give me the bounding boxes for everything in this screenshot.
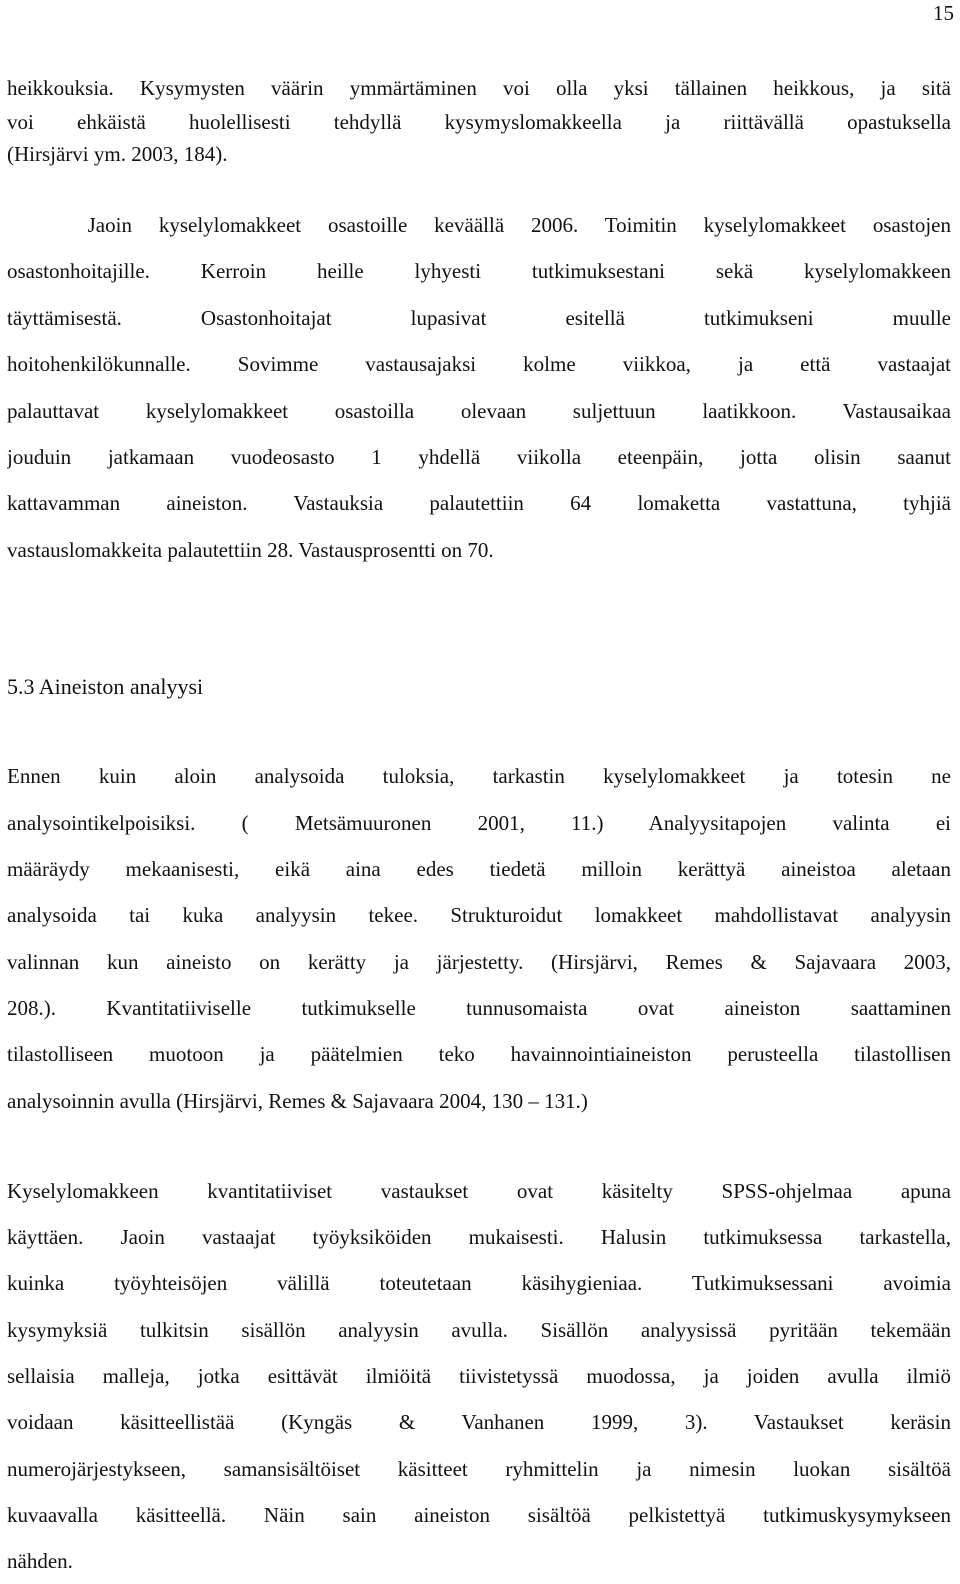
text-line: Kyselylomakkeen kvantitatiiviset vastaukset ovat käsitelty SPSS-ohjelmaa apuna (7, 1179, 951, 1203)
text-line: kuinka työyhteisöjen välillä toteutetaan käsihygieniaa. Tutkimuksessani avoimia (7, 1271, 951, 1295)
text-line: nähden. (7, 1549, 73, 1573)
page-number: 15 (933, 1, 954, 25)
text-line: valinnan kun aineisto on kerätty ja järjestetty. (Hirsjärvi, Remes & Sajavaara 2003, (7, 950, 951, 974)
text-line: analysointikelpoisiksi. ( Metsämuuronen 2001, 11.) Analyysitapojen valinta ei (7, 811, 951, 835)
text-line: käyttäen. Jaoin vastaajat työyksiköiden mukaisesti. Halusin tutkimuksessa tarkastella, (7, 1225, 951, 1249)
text-line: numerojärjestykseen, samansisältöiset käsitteet ryhmittelin ja nimesin luokan sisältöä (7, 1457, 951, 1481)
text-line: voi ehkäistä huolellisesti tehdyllä kysymyslomakkeella ja riittävällä opastuksella (7, 110, 951, 134)
text-line: hoitohenkilökunnalle. Sovimme vastausajaksi kolme viikkoa, ja että vastaajat (7, 352, 951, 376)
text-line: voidaan käsitteellistää (Kyngäs & Vanhanen 1999, 3). Vastaukset keräsin (7, 1410, 951, 1434)
text-line: osastonhoitajille. Kerroin heille lyhyesti tutkimuksestani sekä kyselylomakkeen (7, 259, 951, 283)
text-line: (Hirsjärvi ym. 2003, 184). (7, 142, 228, 166)
text-line: täyttämisestä. Osastonhoitajat lupasivat esitellä tutkimukseni muulle (7, 306, 951, 330)
text-line: palauttavat kyselylomakkeet osastoilla olevaan suljettuun laatikkoon. Vastausaikaa (7, 399, 951, 423)
text-line: analysoinnin avulla (Hirsjärvi, Remes & Sajavaara 2004, 130 – 131.) (7, 1089, 588, 1113)
text-line: määräydy mekaanisesti, eikä aina edes tiedetä milloin kerättyä aineistoa aletaan (7, 857, 951, 881)
text-line: Jaoin kyselylomakkeet osastoille keväällä 2006. Toimitin kyselylomakkeet osastojen (7, 213, 951, 237)
text-line: vastauslomakkeita palautettiin 28. Vastausprosentti on 70. (7, 538, 494, 562)
section-heading: 5.3 Aineiston analyysi (7, 674, 204, 699)
text-line: heikkouksia. Kysymysten väärin ymmärtäminen voi olla yksi tällainen heikkous, ja sitä (7, 76, 951, 100)
text-line: kysymyksiä tulkitsin sisällön analyysin avulla. Sisällön analyysissä pyritään tekemään (7, 1318, 951, 1342)
text-line: 208.). Kvantitatiiviselle tutkimukselle tunnusomaista ovat aineiston saattaminen (7, 996, 951, 1020)
text-line: jouduin jatkamaan vuodeosasto 1 yhdellä viikolla eteenpäin, jotta olisin saanut (7, 445, 951, 469)
text-line: sellaisia malleja, jotka esittävät ilmiöitä tiivistetyssä muodossa, ja joiden avulla ilmiö (7, 1364, 951, 1388)
text-line: kattavamman aineiston. Vastauksia palautettiin 64 lomaketta vastattuna, tyhjiä (7, 491, 951, 515)
text-line: analysoida tai kuka analyysin tekee. Strukturoidut lomakkeet mahdollistavat analyysin (7, 903, 951, 927)
text-line: Ennen kuin aloin analysoida tuloksia, tarkastin kyselylomakkeet ja totesin ne (7, 764, 951, 788)
text-line: tilastolliseen muotoon ja päätelmien teko havainnointiaineiston perusteella tilastollisen (7, 1042, 951, 1066)
text-line: kuvaavalla käsitteellä. Näin sain aineiston sisältöä pelkistettyä tutkimuskysymykseen (7, 1503, 951, 1527)
